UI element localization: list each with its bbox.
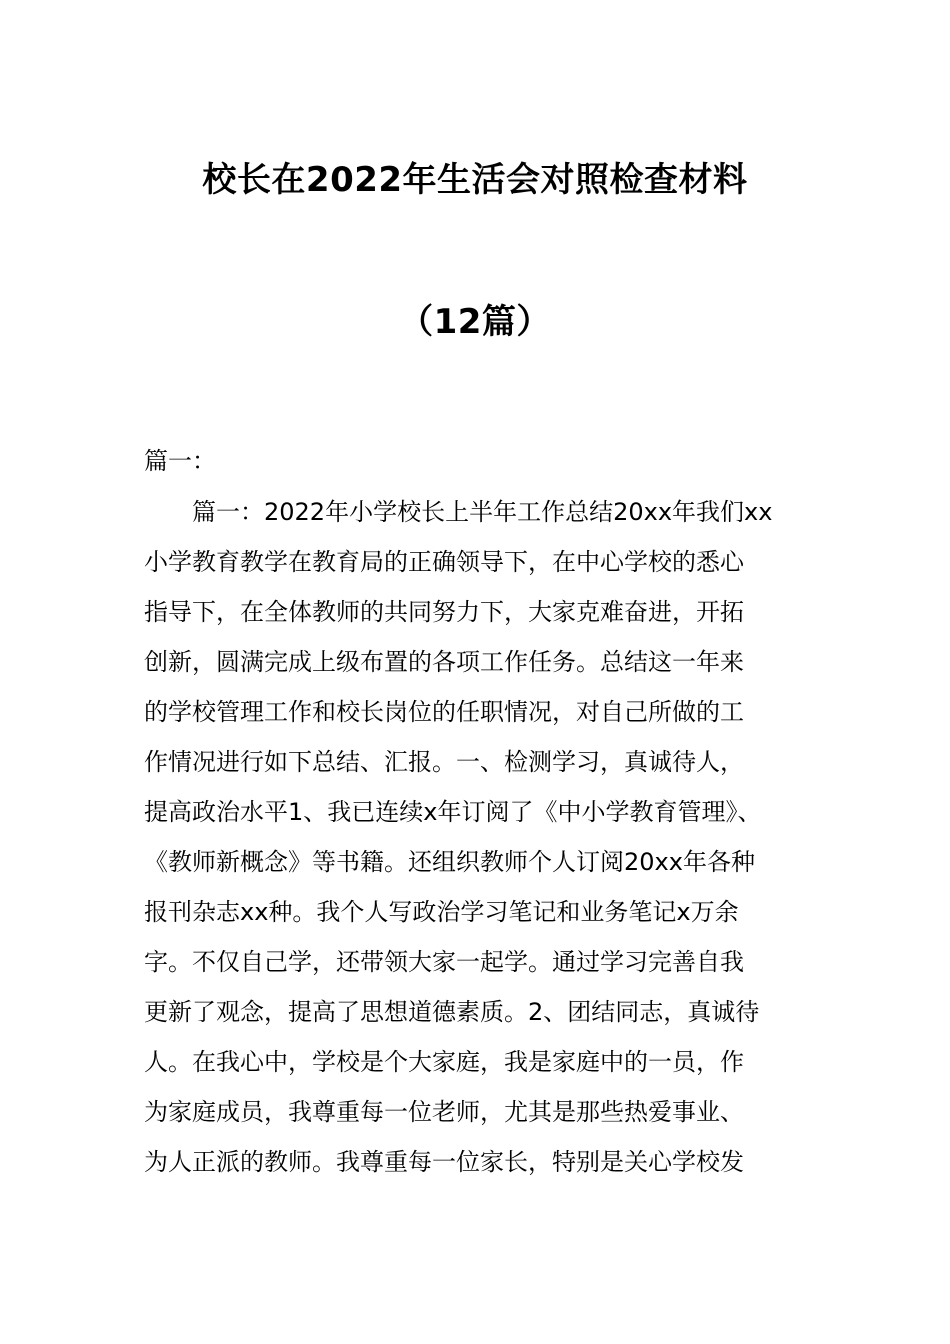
body-line: 小学教育教学在教育局的正确领导下，在中心学校的悉心: [144, 548, 744, 576]
document-subtitle: （12篇）: [399, 302, 551, 342]
body-line: 提高政治水平1、我已连续x年订阅了《中小学教育管理》、: [144, 798, 762, 826]
body-line: 篇一：2022年小学校长上半年工作总结20xx年我们xx: [192, 498, 773, 526]
body-line: 指导下，在全体教师的共同努力下，大家克难奋进，开拓: [144, 598, 744, 626]
body-line: 人。在我心中，学校是个大家庭，我是家庭中的一员，作: [144, 1048, 744, 1076]
body-line: 报刊杂志xx种。我个人写政治学习笔记和业务笔记x万余: [144, 898, 739, 926]
section-label: 篇一：: [144, 447, 216, 475]
document-title: 校长在2022年生活会对照检查材料: [202, 160, 748, 200]
body-paragraph: [144, 494, 824, 1194]
body-line: 为家庭成员，我尊重每一位老师，尤其是那些热爱事业、: [144, 1098, 744, 1126]
body-line: 字。不仅自己学，还带领大家一起学。通过学习完善自我: [144, 948, 744, 976]
body-line: 创新，圆满完成上级布置的各项工作任务。总结这一年来: [144, 648, 744, 676]
body-line: 《教师新概念》等书籍。还组织教师个人订阅20xx年各种: [144, 848, 755, 876]
body-line: 为人正派的教师。我尊重每一位家长，特别是关心学校发: [144, 1148, 744, 1176]
body-line: 作情况进行如下总结、汇报。一、检测学习，真诚待人，: [144, 748, 744, 776]
body-line: 的学校管理工作和校长岗位的任职情况，对自己所做的工: [144, 698, 744, 726]
body-line: 更新了观念，提高了思想道德素质。2、团结同志，真诚待: [144, 998, 760, 1026]
